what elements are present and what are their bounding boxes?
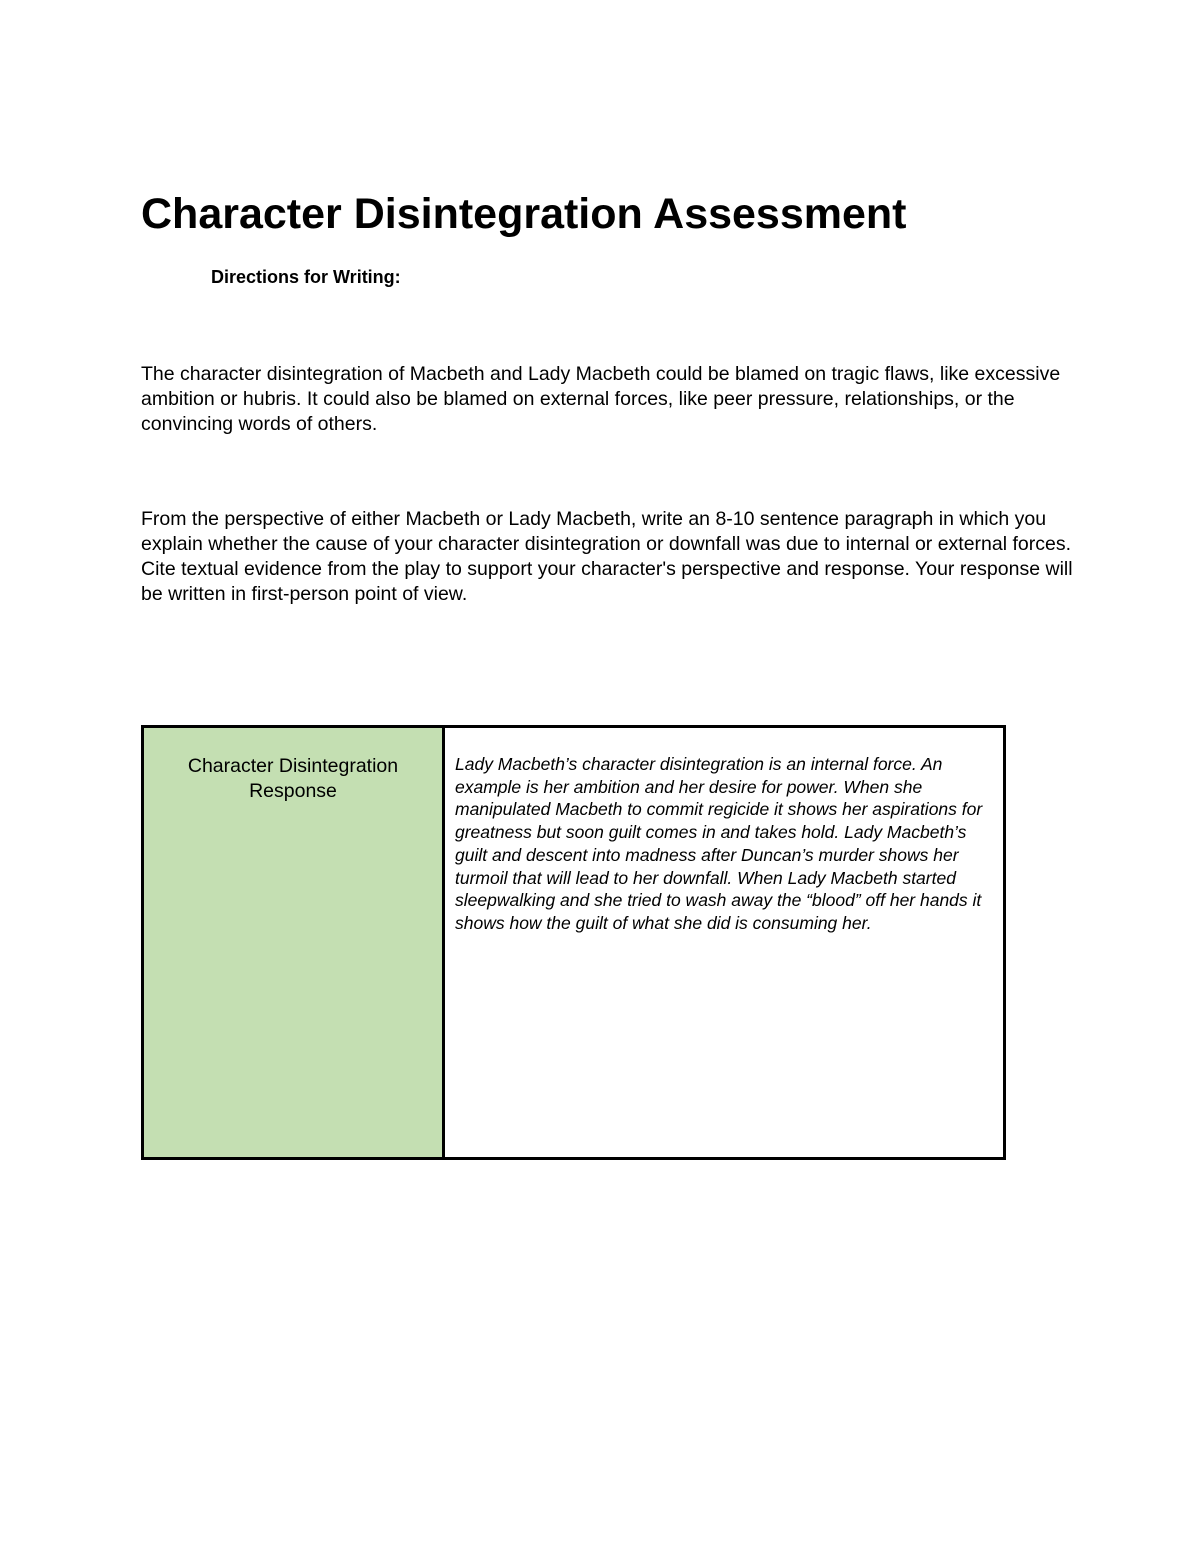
response-text: Lady Macbeth’s character disintegration is an internal force. An example is her ambition and her desire for power. When she manipulated Macbeth to commit regicide it shows her aspirations for greatness but soon guilt comes in and takes hold. Lady Macbeth’s guilt and descent into madness after Duncan’s murder shows her turmoil that will lead to her downfall. When Lady Macbeth started sleepwalking and she tried to wash away the “blood” off her hands it shows how the guilt of what she did is consuming her. xyxy=(455,754,983,933)
directions-heading: Directions for Writing: xyxy=(211,267,401,287)
response-text-cell xyxy=(444,727,1005,1159)
page-title: Character Disintegration Assessment xyxy=(141,190,907,238)
intro-paragraph: The character disintegration of Macbeth and Lady Macbeth could be blamed on tragic flaws, like excessive ambition or hubris. It could also be blamed on external forces, like peer pressure, relationships, or the convincing words of others. xyxy=(141,363,1061,435)
response-label: Character Disintegration Response xyxy=(187,755,399,802)
response-table xyxy=(141,725,1006,1160)
response-row xyxy=(143,727,1005,1159)
prompt-paragraph: From the perspective of either Macbeth or Lady Macbeth, write an 8-10 sentence paragraph in which you explain whether the cause of your character disintegration or downfall was due to internal or external forces. Cite textual evidence from the play to support your character's perspective and response. Your response will be written in first-person point of view. xyxy=(141,508,1073,605)
response-label-cell xyxy=(143,727,444,1159)
